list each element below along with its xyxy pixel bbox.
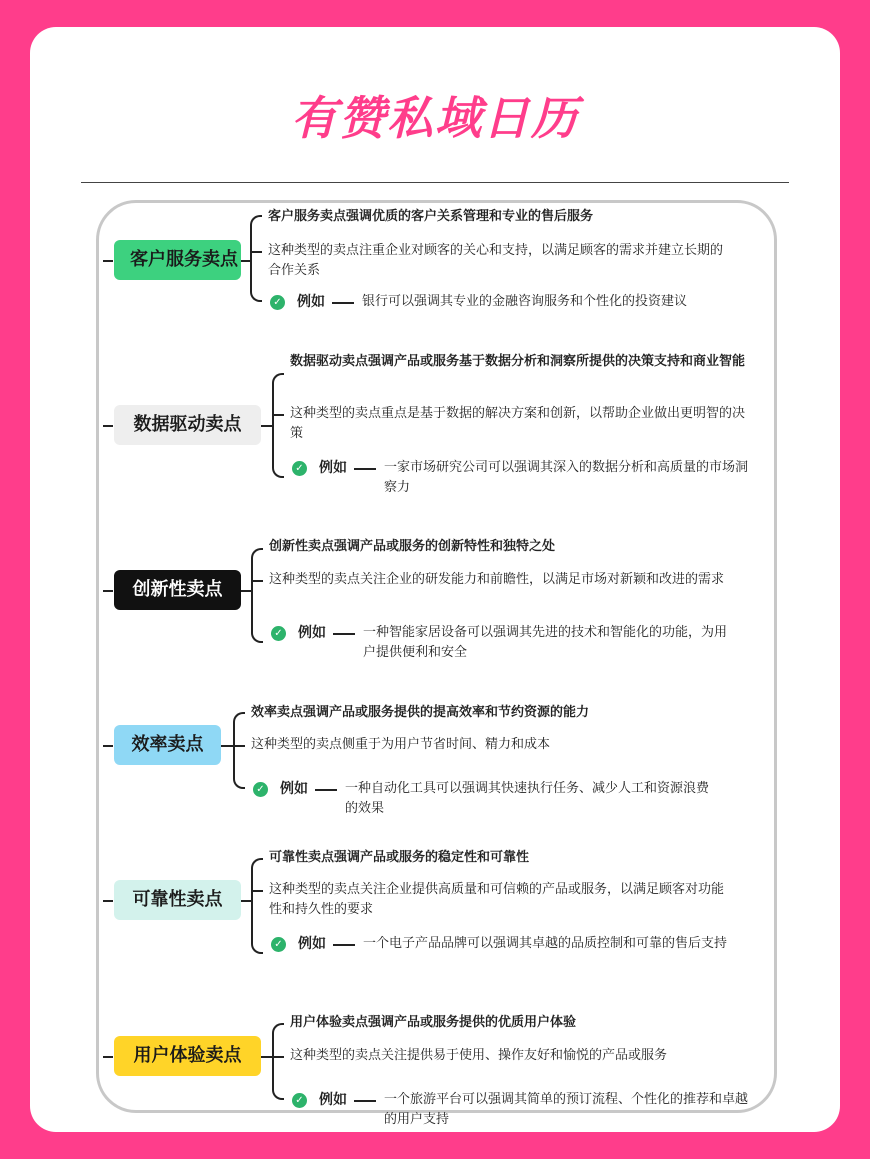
detail-text: 这种类型的卖点侧重于为用户节省时间、精力和成本 [251,737,551,752]
node-connector [103,590,113,592]
branch-tick [251,580,263,582]
example-label: 例如 [298,625,326,641]
branch-brace [251,548,263,643]
example-label: 例如 [298,936,326,952]
branch-tick [233,745,245,747]
branch-tick [250,251,262,253]
headline-text: 创新性卖点强调产品或服务的创新特性和独特之处 [269,539,556,554]
headline-text: 客户服务卖点强调优质的客户关系管理和专业的售后服务 [268,209,594,224]
topic-node: 创新性卖点 [114,570,241,610]
example-connector [333,633,355,635]
example-label: 例如 [280,781,308,797]
detail-text: 这种类型的卖点注重企业对顾客的关心和支持，以满足顾客的需求并建立长期的合作关系 [268,243,724,278]
headline-text: 可靠性卖点强调产品或服务的稳定性和可靠性 [269,850,530,865]
check-icon: ✓ [271,626,286,641]
topic-node: 用户体验卖点 [114,1036,261,1076]
example-text: 一家市场研究公司可以强调其深入的数据分析和高质量的市场洞察力 [384,460,749,495]
branch-brace [272,1023,284,1100]
branch-stem [241,590,251,592]
check-icon: ✓ [292,1093,307,1108]
check-icon: ✓ [253,782,268,797]
example-text: 一个旅游平台可以强调其简单的预订流程、个性化的推荐和卓越的用户支持 [384,1092,749,1127]
detail-text: 这种类型的卖点关注企业提供高质量和可信赖的产品或服务，以满足顾客对功能性和持久性的要求 [269,882,725,917]
example-connector [315,789,337,791]
check-icon: ✓ [271,937,286,952]
title-divider [81,182,789,183]
example-row [292,1090,762,1127]
detail-text: 这种类型的卖点关注企业的研发能力和前瞻性，以满足市场对新颖和改进的需求 [269,572,725,587]
detail-text: 这种类型的卖点关注提供易于使用、操作友好和愉悦的产品或服务 [290,1048,668,1063]
example-row [292,458,762,495]
branch-stem [241,900,251,902]
topic-node: 数据驱动卖点 [114,405,261,445]
branch-brace [233,712,245,789]
example-text: 一个电子产品品牌可以强调其卓越的品质控制和可靠的售后支持 [363,936,728,951]
topic-node: 效率卖点 [114,725,221,765]
branch-stem [221,745,233,747]
example-row [271,934,741,954]
node-connector [103,425,113,427]
example-text: 银行可以强调其专业的金融咨询服务和个性化的投资建议 [362,294,688,309]
branch-tick [272,1056,284,1058]
example-label: 例如 [297,294,325,310]
branch-stem [261,1056,272,1058]
headline-text: 用户体验卖点强调产品或服务提供的优质用户体验 [290,1015,577,1030]
example-text: 一种自动化工具可以强调其快速执行任务、减少人工和资源浪费的效果 [345,781,710,816]
example-connector [354,1100,376,1102]
detail-text: 这种类型的卖点重点是基于数据的解决方案和创新，以帮助企业做出更明智的决策 [290,406,746,441]
example-connector [333,944,355,946]
headline-text: 数据驱动卖点强调产品或服务基于数据分析和洞察所提供的决策支持和商业智能 [290,354,746,369]
node-connector [103,745,113,747]
example-row [270,292,740,312]
check-icon: ✓ [292,461,307,476]
topic-node: 可靠性卖点 [114,880,241,920]
headline-text: 效率卖点强调产品或服务提供的提高效率和节约资源的能力 [251,705,590,720]
branch-tick [251,890,263,892]
node-connector [103,900,113,902]
branch-stem [261,425,272,427]
example-row [271,623,741,660]
example-connector [332,302,354,304]
node-connector [103,1056,113,1058]
branch-brace [272,373,284,478]
branch-stem [241,260,250,262]
example-row [253,779,723,816]
example-connector [354,468,376,470]
example-label: 例如 [319,460,347,476]
branch-brace [251,858,263,954]
branch-tick [272,414,284,416]
example-label: 例如 [319,1092,347,1108]
node-connector [103,260,113,262]
branch-brace [250,215,262,302]
topic-node: 客户服务卖点 [114,240,241,280]
page-title: 有赞私域日历 [291,91,579,145]
check-icon: ✓ [270,295,285,310]
example-text: 一种智能家居设备可以强调其先进的技术和智能化的功能，为用户提供便利和安全 [363,625,728,660]
